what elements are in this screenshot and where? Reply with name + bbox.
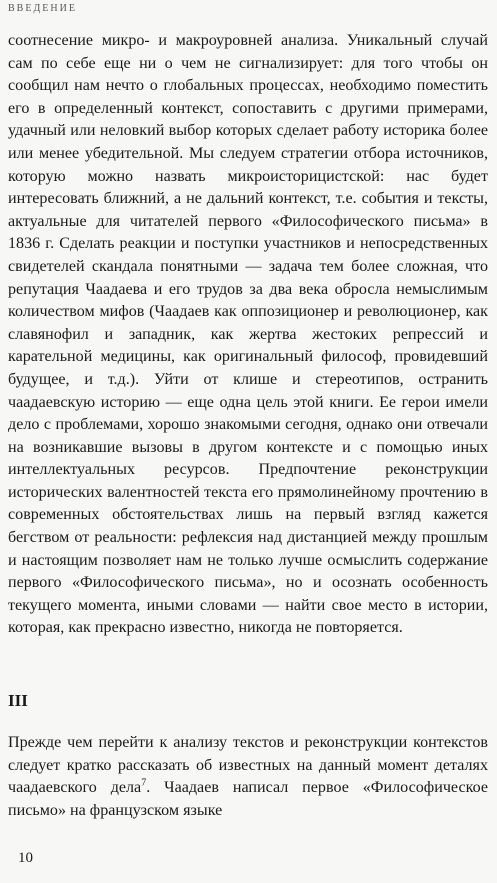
section-heading: III (8, 691, 28, 710)
paragraph-tail: . Чаадаев написал первое «Философическое письмо» на французском языке (8, 779, 488, 819)
paragraph-main: соотнесение микро- и макроуровней анализа. Уникальный случай сам по себе еще ни о чем не сигнализирует: для того чтобы он сообщил нам нечто о глобальных процессах, необходимо поместить его в определенный контекст, сопоставить с другими примерами, удачный или неловкий выбор которых сделает работу историка более или менее убедительной. Мы следуем стратегии отбора источников, которую можно назвать микроисторицистской: нас будет интересовать ближний, а не дальний контекст, т.е. события и тексты, актуальные для читателей первого «Философического письма» в 1836 г. Сделать реакции и поступки участников и непосредственных свидетелей скандала понятными — задача тем более сложная, что репутация Чаадаева и его трудов за два века обросла немыслимым количеством мифов (Чаадаев как оппозиционер и революционер, как славянофил и западник, как жертва жестоких репрессий и карательной медицины, как оригинальный философ, провидевший будущее, и т.д.). Уйти от клише и стереотипов, остранить чаадаевскую историю — еще одна цель этой книги. Ее герои имели дело с проблемами, хорошо знакомыми сегодня, однако они отвечали на возникавшие вызовы в другом контексте и с помощью иных интеллектуальных ресурсов. Предпочтение реконструкции исторических валентностей текста его прямолинейному прочтению в современных обстоятельствах лишь на первый взгляд кажется бегством от реальности: рефлексия над дистанцией между прошлым и настоящим позволяет нам не только лучше осмыслить содержание первого «Философического письма», но и осознать особенность текущего момента, иными словами — найти свое место в истории, которая, как прекрасно известно, никогда не повторяется. (8, 32, 488, 637)
paragraph-section-iii (8, 732, 488, 822)
footnote-marker[interactable]: 7 (141, 777, 147, 789)
page-number: 10 (18, 850, 33, 866)
running-head: ВВЕДЕНИЕ (8, 3, 77, 14)
paragraph-text: Прежде чем перейти к анализу текстов и реконструкции контекстов следует кратко рассказать об известных на данный момент деталях чаадаевского дела (8, 734, 488, 797)
